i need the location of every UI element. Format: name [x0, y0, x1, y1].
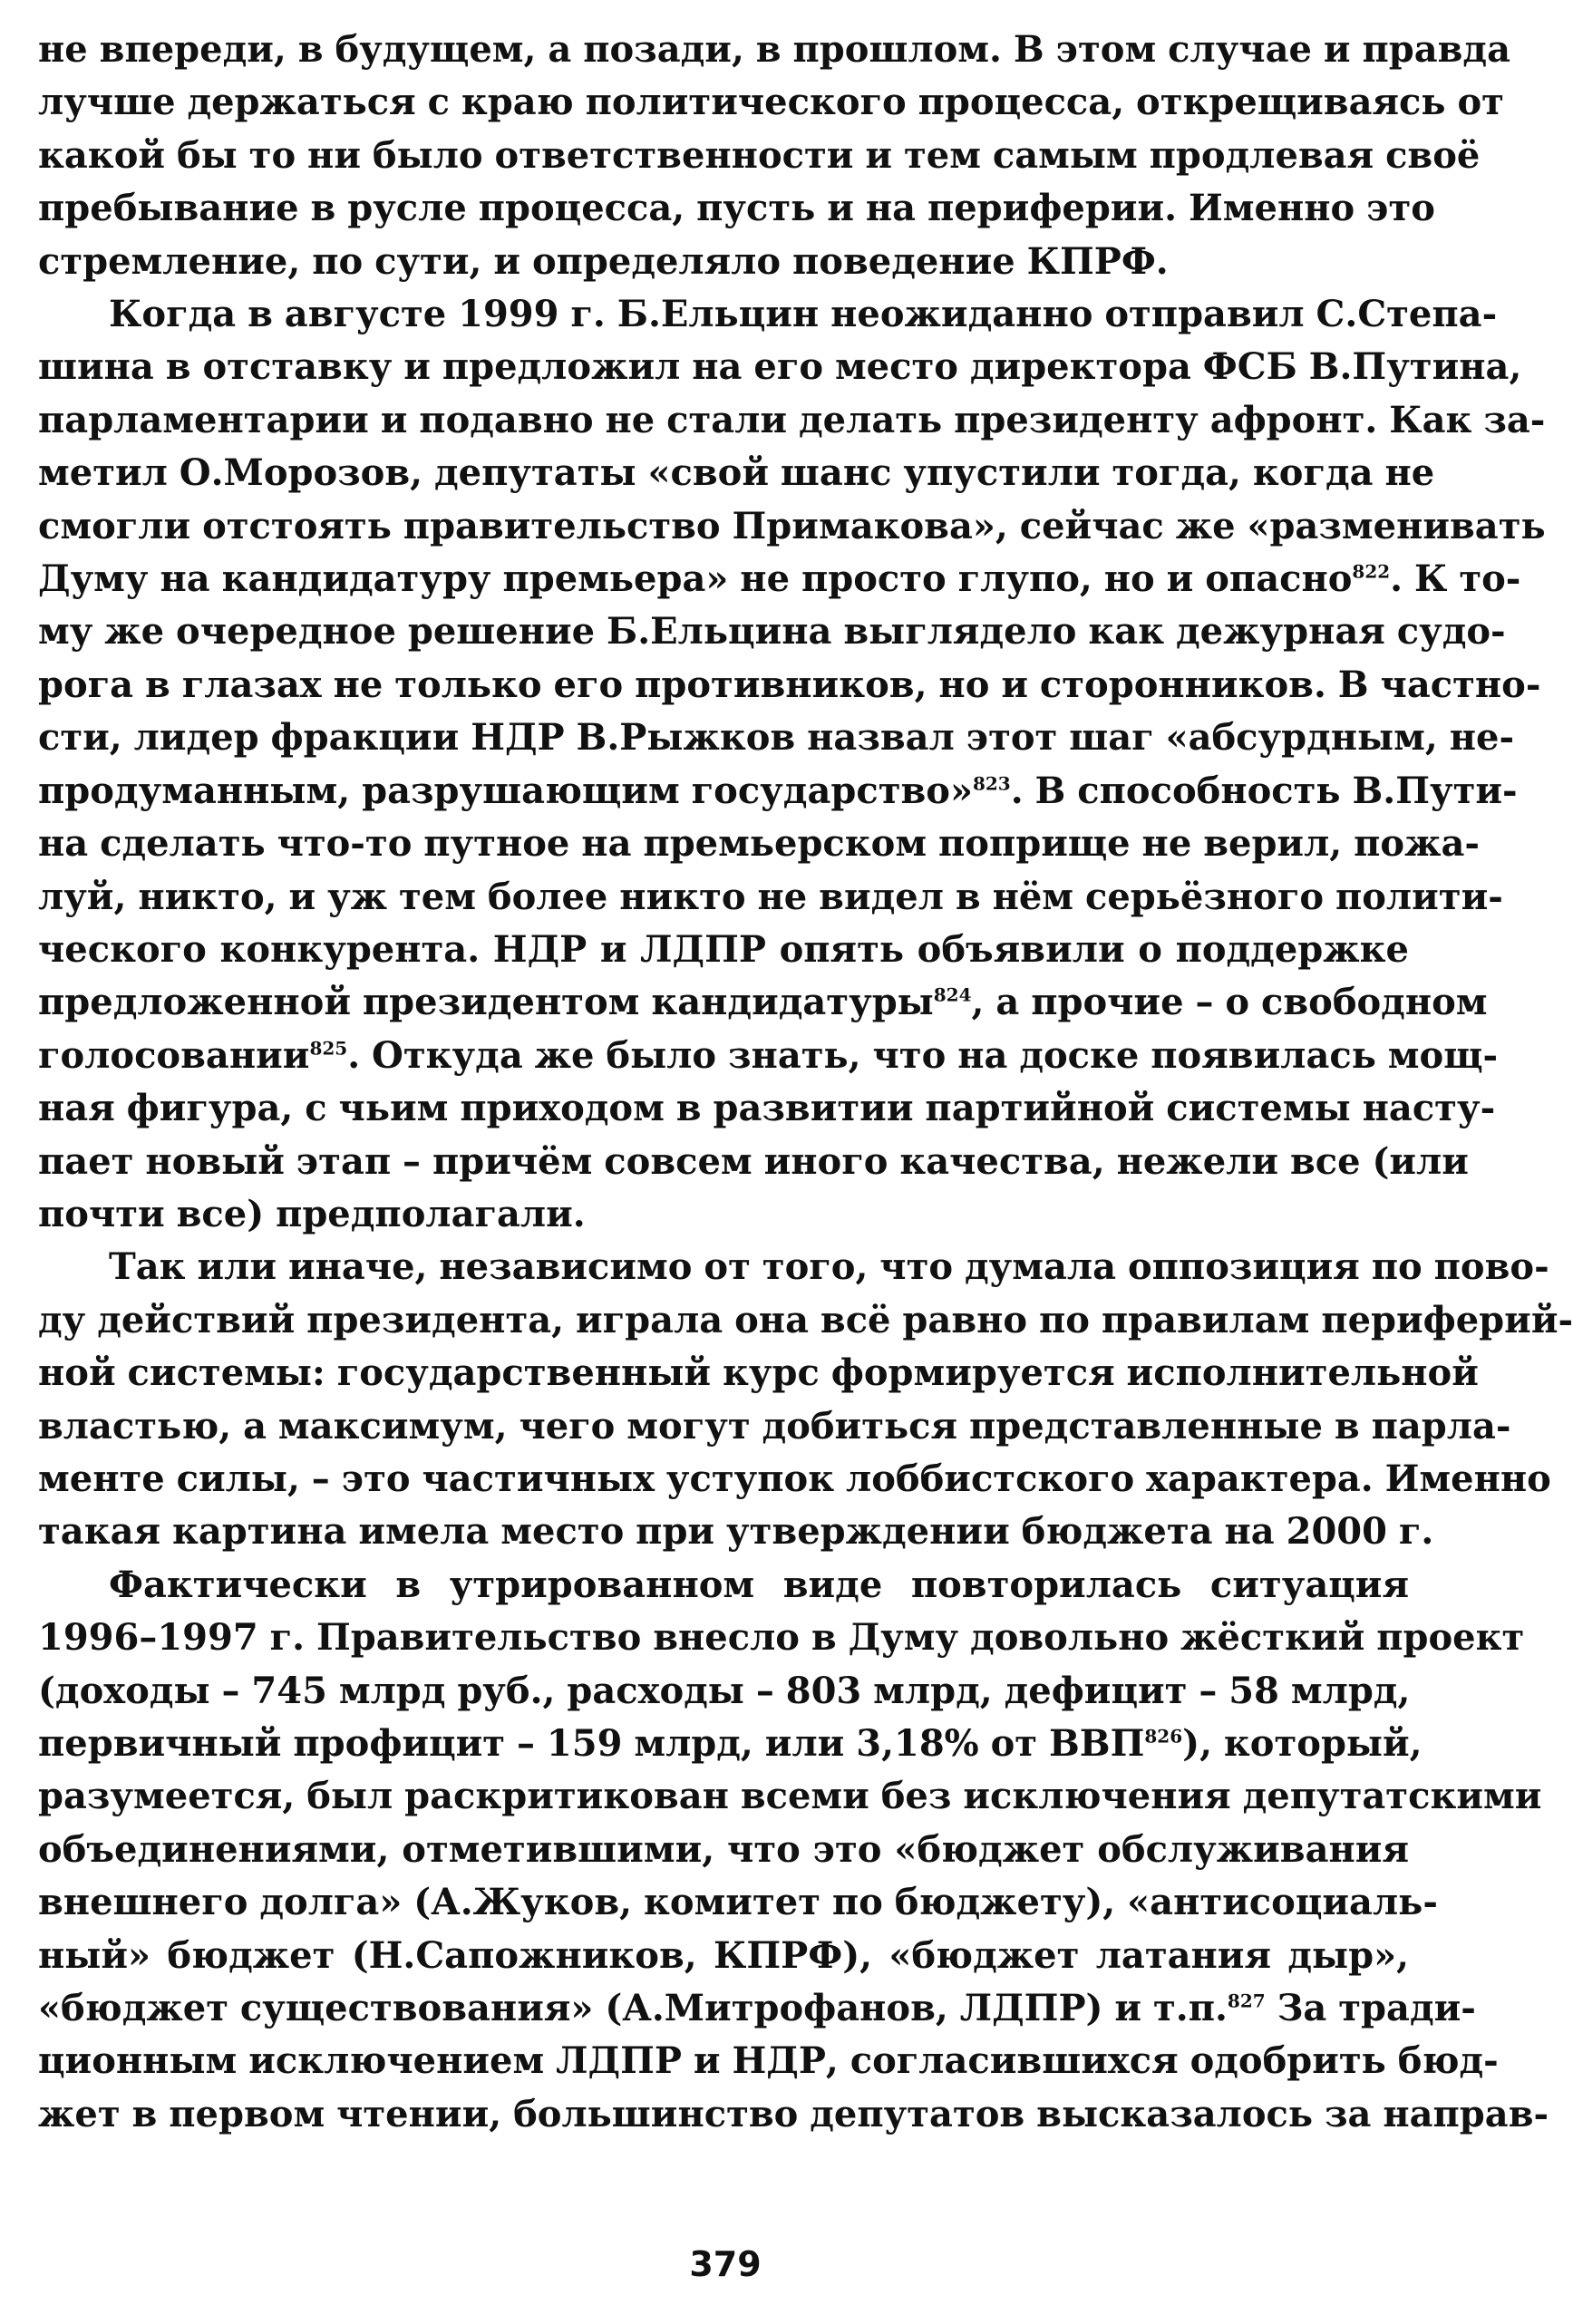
text-line: рога в глазах не только его противников, но и сторонников. В частно-: [38, 663, 1541, 706]
text-line: [38, 1030, 1499, 1082]
text-line: стремление, по сути, и определяло поведение КПРФ.: [38, 239, 1169, 283]
line-text: . К то-: [1390, 557, 1521, 601]
text-line: метил О.Морозов, депутаты «свой шанс упустили тогда, когда не: [38, 451, 1435, 495]
text-line: жет в первом чтении, большинство депутатов высказалось за направ-: [38, 2092, 1549, 2135]
text-line: Когда в августе 1999 г. Б.Ельцин неожиданно отправил С.Степа-: [109, 293, 1498, 336]
footnote-ref[interactable]: 822: [1352, 560, 1391, 583]
text-line: (доходы – 745 млрд руб., расходы – 803 млрд, дефицит – 58 млрд,: [38, 1669, 1411, 1712]
paragraph-2: [38, 288, 1546, 1241]
line-text: . В способность В.Пути-: [1010, 769, 1518, 812]
text-line: ционным исключением ЛДПР и НДР, согласившихся одобрить бюд-: [38, 2039, 1499, 2083]
text-line: ду действий президента, играла она всё равно по правилам периферий-: [38, 1298, 1573, 1341]
text-line: луй, никто, и уж тем более никто не видел в нём серьёзного полити-: [38, 875, 1503, 918]
text-line: менте силы, – это частичных уступок лоббистского характера. Именно: [38, 1457, 1551, 1500]
line-text: . Откуда же было знать, что на доске появилась мощ-: [347, 1033, 1499, 1077]
text-line: [38, 976, 1488, 1029]
line-text: продуманным, разрушающим государство»: [38, 769, 973, 812]
page-body: [38, 24, 1573, 2141]
text-line: властью, а максимум, чего могут добиться представленные в парла-: [38, 1404, 1511, 1448]
line-text: первичный профицит – 159 млрд, или 3,18% от ВВП: [38, 1722, 1145, 1765]
paragraph-1: [38, 24, 1510, 288]
text-line: Фактически в утрированном виде повторилась ситуация: [109, 1563, 1409, 1606]
text-line: ческого конкурента. НДР и ЛДПР опять объявили о поддержке: [38, 927, 1409, 971]
line-text: За тради-: [1265, 1987, 1476, 2030]
text-line: [38, 553, 1521, 605]
footnote-ref[interactable]: 823: [972, 772, 1011, 795]
footnote-ref[interactable]: 826: [1144, 1725, 1183, 1748]
line-text: ), который,: [1182, 1722, 1422, 1765]
text-line: разумеется, был раскритикован всеми без исключения депутатскими: [38, 1775, 1542, 1818]
text-line: пает новый этап – причём совсем иного качества, нежели все (или: [38, 1139, 1469, 1183]
footnote-ref[interactable]: 827: [1227, 1990, 1266, 2012]
line-text: Думу на кандидатуру премьера» не просто глупо, но и опасно: [38, 557, 1353, 601]
text-line: лучше держаться с краю политического процесса, открещиваясь от: [38, 81, 1504, 124]
line-text: «бюджет существования» (А.Митрофанов, ЛДПР) и т.п.: [38, 1987, 1228, 2030]
text-line: на сделать что-то путное на премьерском поприще не верил, пожа-: [38, 822, 1481, 866]
text-line: какой бы то ни было ответственности и тем самым продлевая своё: [38, 133, 1481, 177]
text-line: внешнего долга» (А.Жуков, комитет по бюджету), «антисоциаль-: [38, 1881, 1438, 1924]
text-line: ный» бюджет (Н.Сапожников, КПРФ), «бюджет латания дыр»,: [38, 1933, 1409, 1977]
text-line: сти, лидер фракции НДР В.Рыжков назвал этот шаг «абсурдным, не-: [38, 716, 1515, 760]
text-line: [38, 1718, 1422, 1770]
paragraph-4: [38, 1559, 1549, 2141]
text-line: 1996–1997 г. Правительство внесло в Думу довольно жёсткий проект: [38, 1616, 1525, 1660]
page-number: 379: [689, 2244, 762, 2284]
text-line: почти все) предполагали.: [38, 1192, 586, 1235]
footnote-ref[interactable]: 824: [933, 983, 972, 1006]
text-line: [38, 1982, 1476, 2035]
text-line: объединениями, отметившими, что это «бюджет обслуживания: [38, 1827, 1409, 1871]
text-line: [38, 765, 1518, 818]
text-line: такая картина имела место при утверждении бюджета на 2000 г.: [38, 1510, 1434, 1554]
text-line: пребывание в русле процесса, пусть и на периферии. Именно это: [38, 187, 1435, 230]
text-line: шина в отставку и предложил на его место директора ФСБ В.Путина,: [38, 345, 1522, 389]
line-text: , а прочие – о свободном: [971, 981, 1488, 1024]
text-line: ная фигура, с чьим приходом в развитии партийной системы насту-: [38, 1087, 1496, 1130]
text-line: не впереди, в будущем, а позади, в прошлом. В этом случае и правда: [38, 28, 1510, 71]
text-line: парламентарии и подавно не стали делать президенту афронт. Как за-: [38, 398, 1546, 441]
text-line: смогли отстоять правительство Примакова», сейчас же «разменивать: [38, 504, 1546, 547]
paragraph-3: [38, 1241, 1573, 1558]
text-line: му же очередное решение Б.Ельцина выглядело как дежурная судо-: [38, 610, 1506, 654]
footnote-ref[interactable]: 825: [309, 1037, 348, 1060]
line-text: голосовании: [38, 1033, 310, 1077]
text-line: Так или иначе, независимо от того, что думала оппозиция по пово-: [109, 1245, 1549, 1289]
text-line: ной системы: государственный курс формируется исполнительной: [38, 1351, 1479, 1395]
line-text: предложенной президентом кандидатуры: [38, 981, 934, 1024]
